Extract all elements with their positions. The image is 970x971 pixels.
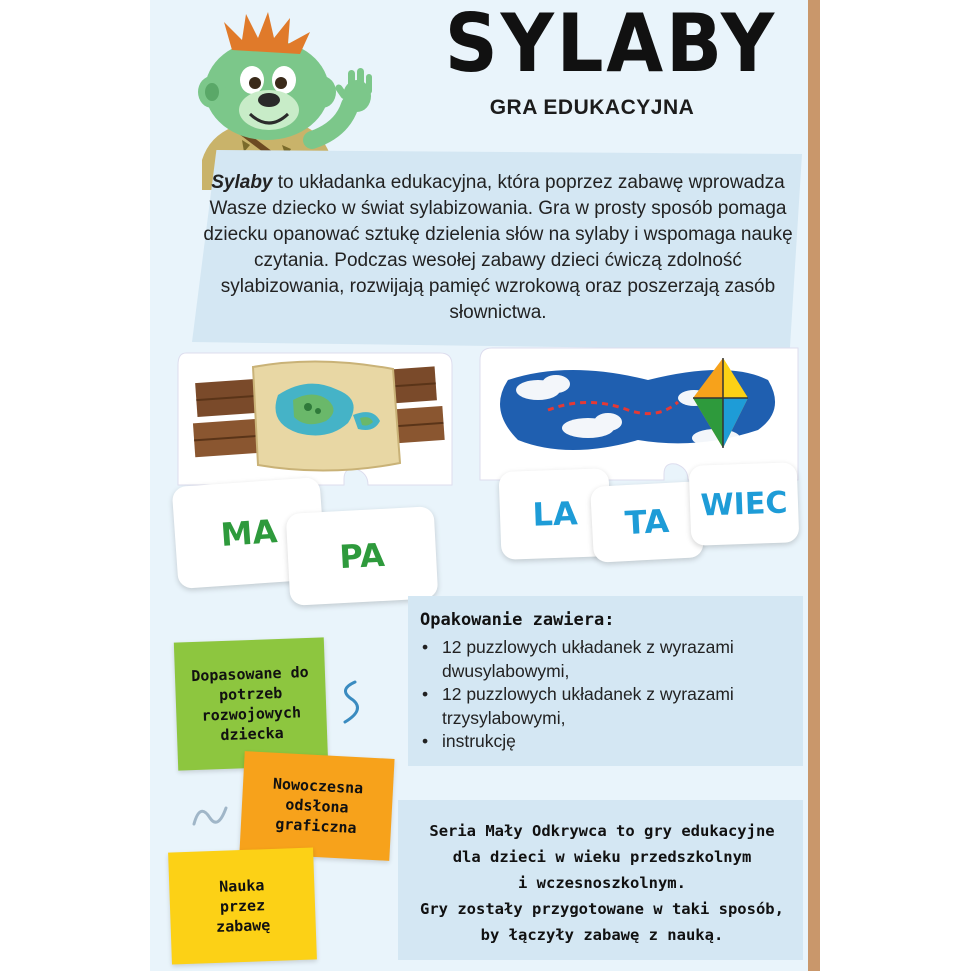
syllable-la-label: LA — [531, 494, 579, 534]
squiggle-decoration-bottom — [190, 796, 230, 836]
series-description — [402, 818, 802, 948]
feature-development-label: Dopasowane do potrzeb rozwojowych dziecka — [190, 662, 309, 745]
list-item: • 12 puzzlowych układanek z wyrazami trzysylabowymi, — [420, 683, 800, 730]
intro-text — [198, 170, 798, 326]
map-puzzle-picture — [168, 345, 458, 495]
syllable-piece-wiec — [689, 462, 800, 546]
feature-card-graphics — [239, 751, 394, 861]
syllable-piece-pa — [286, 506, 439, 606]
game-title: SYLABY — [444, 0, 777, 90]
intro-emphasis: Sylaby — [211, 172, 273, 193]
list-item: • 12 puzzlowych układanek z wyrazami dwusylabowymi, — [420, 636, 800, 683]
game-subtitle: GRA EDUKACYJNA — [489, 96, 695, 119]
feature-learning-label: Nauka przez zabawę — [215, 876, 271, 936]
syllable-ta-label: TA — [623, 501, 671, 543]
frame-strip — [808, 0, 820, 971]
box-back-panel — [150, 0, 815, 971]
contents-list — [420, 636, 800, 754]
intro-body: to układanka edukacyjna, która poprzez zabawę wprowadza Wasze dziecko w świat sylabizowania. Gra w prosty sposób pomaga dziecku opanować sztukę dzielenia słów na sylaby i wspomaga naukę czytania. Podczas wesołej zabawy dzieci ćwiczą zdolność sylabizowania, rozwijają pamięć wzrokową oraz poszerzają zasób słownictwa. — [203, 172, 793, 323]
syllable-piece-ta — [590, 481, 704, 563]
list-item: • instrukcję — [420, 730, 800, 754]
syllable-wiec-label: WIEC — [700, 484, 788, 524]
contents-title: Opakowanie zawiera: — [420, 610, 615, 630]
series-line: Gry zostały przygotowane w taki sposób, — [420, 900, 784, 918]
syllable-pa-label: PA — [338, 535, 386, 577]
feature-card-learning — [168, 848, 317, 965]
squiggle-decoration-top — [335, 680, 365, 725]
feature-graphics-label: Nowoczesna odsłona graficzna — [272, 774, 364, 838]
series-line: by łączyły zabawę z nauką. — [480, 926, 724, 944]
syllable-ma-label: MA — [219, 512, 279, 554]
series-line: Seria Mały Odkrywca to gry edukacyjne — [429, 822, 775, 840]
series-line: dla dzieci w wieku przedszkolnym — [452, 848, 752, 866]
series-line: i wczesnoszkolnym. — [518, 874, 686, 892]
